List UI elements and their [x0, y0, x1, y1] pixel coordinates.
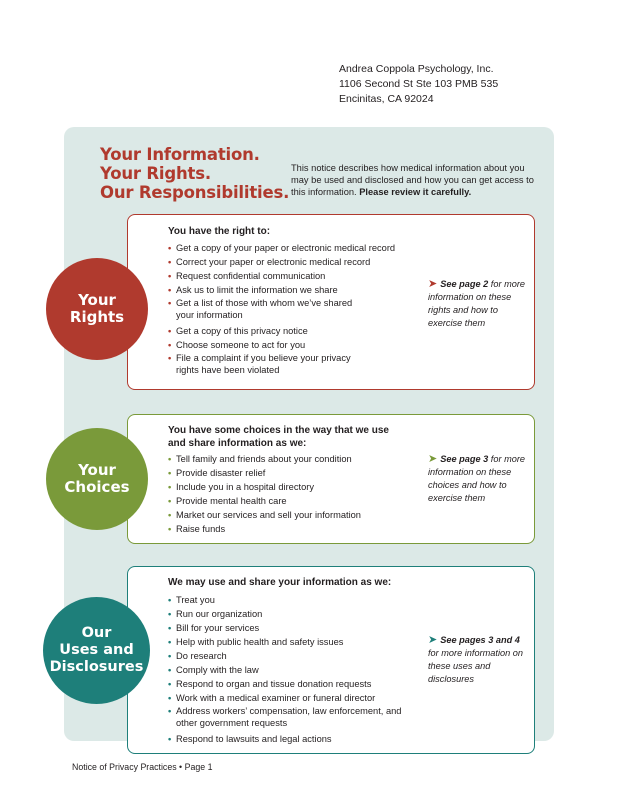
sender-address — [339, 62, 498, 107]
bullet-icon: • — [168, 524, 172, 534]
list-item: • Tell family and friends about your condition — [168, 454, 352, 464]
choices-see-page-note — [428, 453, 533, 505]
page-footer: Notice of Privacy Practices • Page 1 — [72, 762, 213, 772]
uses-card — [127, 566, 535, 754]
bullet-icon: • — [168, 454, 172, 464]
list-item: • Work with a medical examiner or funeral director — [168, 693, 376, 703]
list-item: • Do research — [168, 651, 227, 661]
bullet-icon: • — [168, 352, 172, 363]
list-item: • Request confidential communication — [168, 271, 326, 281]
list-item: • Correct your paper or electronic medical record — [168, 257, 371, 267]
bullet-icon: • — [168, 482, 172, 492]
see-page-label: See page 2 — [440, 279, 489, 289]
intro-emphasis: Please review it carefully. — [359, 187, 472, 197]
circle-line-2: Uses and — [59, 642, 134, 658]
intro-text: This notice describes how medical information about you may be used and disclosed and how you can get access to this information. — [291, 163, 534, 197]
list-item: • Treat you — [168, 595, 215, 605]
see-page-label: See pages 3 and 4 — [440, 635, 520, 645]
bullet-icon: • — [168, 651, 172, 661]
choices-heading: You have some choices in the way that we use and share information as we: — [168, 425, 389, 449]
headline-line-3: Our Responsibilities. — [100, 183, 290, 202]
uses-see-page-note — [428, 634, 533, 686]
list-item: • Get a copy of this privacy notice — [168, 325, 308, 336]
bullet-icon: • — [168, 468, 172, 478]
address-line-2: 1106 Second St Ste 103 PMB 535 — [339, 78, 499, 90]
choices-circle — [46, 428, 148, 530]
bullet-icon: • — [168, 706, 172, 716]
uses-list — [168, 593, 413, 746]
bullet-icon: • — [168, 325, 172, 336]
list-item: • Raise funds — [168, 524, 226, 534]
list-item: • Choose someone to act for you — [168, 339, 306, 350]
list-item: • Provide mental health care — [168, 496, 287, 506]
bullet-icon: • — [168, 298, 172, 308]
bullet-icon: • — [168, 733, 172, 744]
circle-line-1: Your — [78, 290, 116, 309]
list-item: • Include you in a hospital directory — [168, 482, 314, 492]
circle-line-2: Choices — [64, 478, 130, 496]
headline-line-2: Your Rights. — [100, 164, 211, 183]
list-item: • Respond to organ and tissue donation requests — [168, 679, 372, 689]
intro-notice — [291, 162, 541, 198]
bullet-icon: • — [168, 271, 172, 281]
list-item: • Comply with the law — [168, 665, 259, 675]
circle-line-2: Rights — [69, 308, 125, 326]
list-item: • Get a copy of your paper or electronic medical record — [168, 243, 396, 253]
page-headline — [100, 145, 289, 202]
list-item: • Address workers’ compensation, law enforcement, and other government requests — [168, 706, 402, 729]
list-item: • Market our services and sell your information — [168, 510, 361, 520]
list-item: • File a complaint if you believe your privacy rights have been violated — [168, 352, 351, 375]
circle-line-1: Our — [81, 625, 112, 641]
see-page-label: See page 3 — [440, 454, 489, 464]
address-line-3: Encinitas, CA 92024 — [339, 93, 434, 105]
bullet-icon: • — [168, 637, 172, 647]
see-page-text: for more information on these rights and how to exercise them — [428, 279, 526, 328]
list-item: • Ask us to limit the information we share — [168, 285, 338, 295]
rights-list — [168, 241, 413, 378]
bullet-icon: • — [168, 243, 172, 253]
bullet-icon: • — [168, 285, 172, 295]
see-page-text: for more information on these uses and disclosures — [428, 648, 523, 684]
bullet-icon: • — [168, 510, 172, 520]
bullet-icon: • — [168, 595, 172, 605]
list-item: • Help with public health and safety issues — [168, 637, 344, 647]
choices-card — [127, 414, 535, 544]
uses-heading: We may use and share your information as we: — [168, 577, 392, 588]
list-item: • Bill for your services — [168, 623, 260, 633]
rights-circle — [46, 258, 148, 360]
circle-line-1: Your — [78, 460, 116, 479]
list-item: • Run our organization — [168, 609, 263, 619]
choices-list — [168, 452, 413, 536]
uses-circle — [43, 597, 150, 704]
bullet-icon: • — [168, 693, 172, 703]
list-item: • Provide disaster relief — [168, 468, 266, 478]
bullet-icon: • — [168, 623, 172, 633]
right-arrowhead-icon: ➤ — [428, 634, 438, 646]
see-page-text: for more information on these choices and how to exercise them — [428, 454, 526, 503]
bullet-icon: • — [168, 257, 172, 267]
right-arrowhead-icon: ➤ — [428, 278, 438, 290]
circle-line-3: Disclosures — [49, 659, 144, 675]
bullet-icon: • — [168, 609, 172, 619]
rights-see-page-note — [428, 278, 533, 330]
rights-card — [127, 214, 535, 390]
bullet-icon: • — [168, 679, 172, 689]
headline-line-1: Your Information. — [100, 145, 260, 164]
bullet-icon: • — [168, 339, 172, 350]
right-arrowhead-icon: ➤ — [428, 453, 438, 465]
address-line-1: Andrea Coppola Psychology, Inc. — [339, 63, 494, 75]
list-item: • Respond to lawsuits and legal actions — [168, 733, 332, 744]
list-item: • Get a list of those with whom we’ve shared your information — [168, 298, 353, 321]
bullet-icon: • — [168, 496, 172, 506]
bullet-icon: • — [168, 665, 172, 675]
rights-heading: You have the right to: — [168, 226, 271, 237]
